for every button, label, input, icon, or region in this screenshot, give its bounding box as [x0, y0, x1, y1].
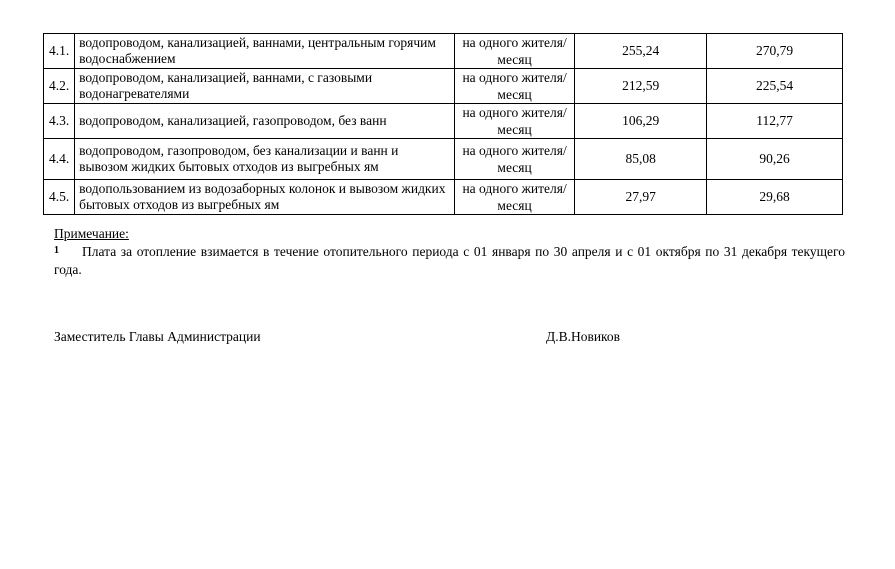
table-row [44, 34, 843, 69]
table-row [44, 69, 843, 104]
row-value-2: 29,68 [707, 180, 843, 215]
row-value-1: 255,24 [575, 34, 707, 69]
row-unit: на одного жителя/месяц [454, 180, 574, 215]
row-description: водопроводом, канализацией, ваннами, с газовыми водонагревателями [75, 69, 455, 104]
table-row [44, 139, 843, 180]
tariff-table [43, 33, 843, 215]
row-number: 4.2. [44, 69, 75, 104]
row-number: 4.5. [44, 180, 75, 215]
row-description: водопроводом, канализацией, газопроводом, без ванн [75, 104, 455, 139]
row-value-2: 112,77 [707, 104, 843, 139]
signatory-position: Заместитель Главы Администрации [54, 329, 261, 344]
row-description: водопроводом, канализацией, ваннами, центральным горячим водоснабжением [75, 34, 455, 69]
footnote-marker: 1 [54, 245, 59, 256]
row-number: 4.4. [44, 139, 75, 180]
row-description: водопользованием из водозаборных колонок и вывозом жидких бытовых отходов из выгребных ям [75, 180, 455, 215]
row-value-1: 212,59 [575, 69, 707, 104]
row-unit: на одного жителя/месяц [454, 139, 574, 180]
row-value-1: 85,08 [575, 139, 707, 180]
note-title: Примечание: [54, 226, 129, 241]
row-number: 4.1. [44, 34, 75, 69]
row-value-2: 225,54 [707, 69, 843, 104]
row-value-2: 90,26 [707, 139, 843, 180]
row-value-1: 106,29 [575, 104, 707, 139]
row-value-2: 270,79 [707, 34, 843, 69]
table-row [44, 180, 843, 215]
table-row [44, 104, 843, 139]
row-unit: на одного жителя/месяц [454, 104, 574, 139]
row-value-1: 27,97 [575, 180, 707, 215]
row-description: водопроводом, газопроводом, без канализации и ванн и вывозом жидких бытовых отходов из выгребных ям [75, 139, 455, 180]
row-unit: на одного жителя/месяц [454, 69, 574, 104]
signatory-name: Д.В.Новиков [546, 329, 621, 344]
row-number: 4.3. [44, 104, 75, 139]
row-unit: на одного жителя/месяц [454, 34, 574, 69]
footnote-text: Плата за отопление взимается в течение отопительного периода с 01 января по 30 апреля и с 01 октября по 31 декабря текущего года. [54, 244, 845, 277]
footnote [54, 243, 845, 279]
